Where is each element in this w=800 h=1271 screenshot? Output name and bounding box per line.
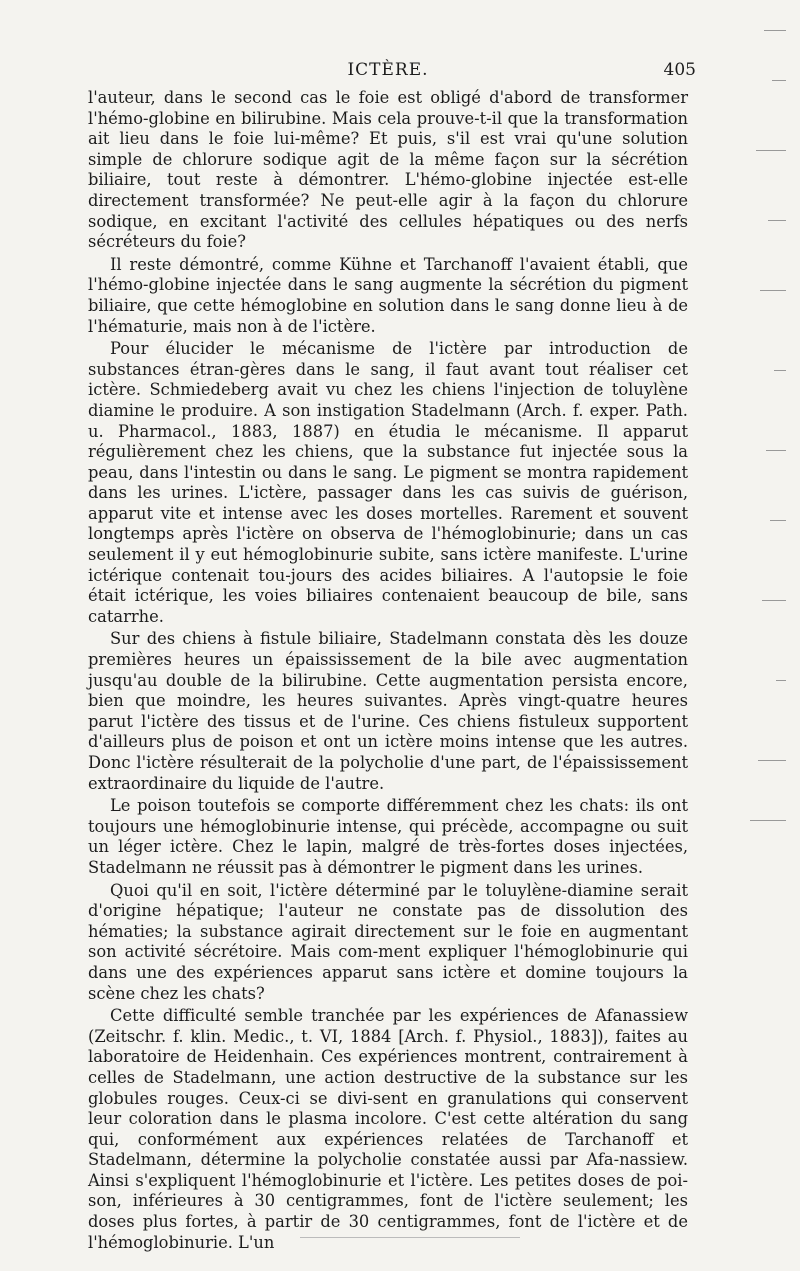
- paragraph-3: Pour élucider le mécanisme de l'ictère par introduction de substances étran-gères dans le sang, il faut avant tout réaliser cet ictère. Schmiedeberg avait vu chez les chiens l'injection de toluylène diamine le produire. A son instigation Stadelmann (Arch. f. exper. Path. u. Pharmacol., 1883, 1887) en étudia le mécanisme. Il apparut régulièrement chez les chiens, que la substance fut injectée sous la peau, dans l'intestin ou dans le sang. Le pigment se montra rapidement dans les urines. L'ictère, passager dans les cas suivis de guérison, apparut vite et intense avec les doses mortelles. Rarement et souvent longtemps après l'ictère on observa de l'hémoglobinurie; dans un cas seulement il y eut hémoglobinurie subite, sans ictère manifeste. L'urine ictérique contenait tou-jours des acides biliaires. A l'autopsie le foie était ictérique, les voies biliaires contenaient beaucoup de bile, sans catarrhe.: [88, 339, 688, 626]
- paragraph-6: Quoi qu'il en soit, l'ictère déterminé par le toluylène-diamine serait d'origine hépatique; l'auteur ne constate pas de dissolution des hématies; la substance agirait directement sur le foie en augmentant son activité sécrétoire. Mais com-ment expliquer l'hémoglobinurie qui dans une des expériences apparut sans ictère et domine toujours la scène chez les chats?: [88, 880, 688, 1003]
- running-title: ICTÈRE.: [347, 60, 429, 80]
- body-text: [88, 88, 688, 1253]
- paragraph-1: l'auteur, dans le second cas le foie est obligé d'abord de transformer l'hémo-globine en bilirubine. Mais cela prouve-t-il que la transformation ait lieu dans le foie lui-même? Et puis, s'il est vrai qu'une solution simple de chlorure sodique agit de la même façon sur la sécrétion biliaire, tout reste à démontrer. L'hémo-globine injectée est-elle directement transformée? Ne peut-elle agir à la façon du chlorure sodique, en excitant l'activité des cellules hépatiques ou des nerfs sécréteurs du foie?: [88, 88, 688, 252]
- page-number: 405: [663, 60, 696, 80]
- paragraph-5: Le poison toutefois se comporte différemment chez les chats: ils ont toujours une hémoglobinurie intense, qui précède, accompagne ou suit un léger ictère. Chez le lapin, malgré de très-fortes doses injectées, Stadelmann ne réussit pas à démontrer le pigment dans les urines.: [88, 796, 688, 877]
- paragraph-4: Sur des chiens à fistule biliaire, Stadelmann constata dès les douze premières heures un épaississement de la bile avec augmentation jusqu'au double de la bilirubine. Cette augmentation persista encore, bien que moindre, les heures suivantes. Après vingt-quatre heures parut l'ictère des tissus et de l'urine. Ces chiens fistuleux supportent d'ailleurs plus de poison et ont un ictère moins intense que les autres. Donc l'ictère résulterait de la polycholie d'une part, de l'épaississement extraordinaire du liquide de l'autre.: [88, 629, 688, 793]
- page-header: [88, 60, 696, 88]
- paragraph-7: Cette difficulté semble tranchée par les expériences de Afanassiew (Zeitschr. f. klin. Medic., t. VI, 1884 [Arch. f. Physiol., 1883]), faites au laboratoire de Heidenhain. Ces expériences montrent, contrairement à celles de Stadelmann, une action destructive de la substance sur les globules rouges. Ceux-ci se divi-sent en granulations qui conservent leur coloration dans le plasma incolore. C'est cette altération du sang qui, conformément aux expériences relatées de Tarchanoff et Stadelmann, détermine la polycholie constatée aussi par Afa-nassiew. Ainsi s'expliquent l'hémoglobinurie et l'ictère. Les petites doses de poi-son, inférieures à 30 centigrammes, font de l'ictère seulement; les doses plus fortes, à partir de 30 centigrammes, font de l'ictère et de l'hémoglobinurie. L'un: [88, 1006, 688, 1252]
- book-page: [88, 60, 696, 1255]
- margin-bleed-through: [746, 20, 786, 840]
- bottom-rule: [300, 1237, 520, 1238]
- paragraph-2: Il reste démontré, comme Kühne et Tarchanoff l'avaient établi, que l'hémo-globine injectée dans le sang augmente la sécrétion du pigment biliaire, que cette hémoglobine en solution dans le sang donne lieu à de l'hématurie, mais non à de l'ictère.: [88, 254, 688, 336]
